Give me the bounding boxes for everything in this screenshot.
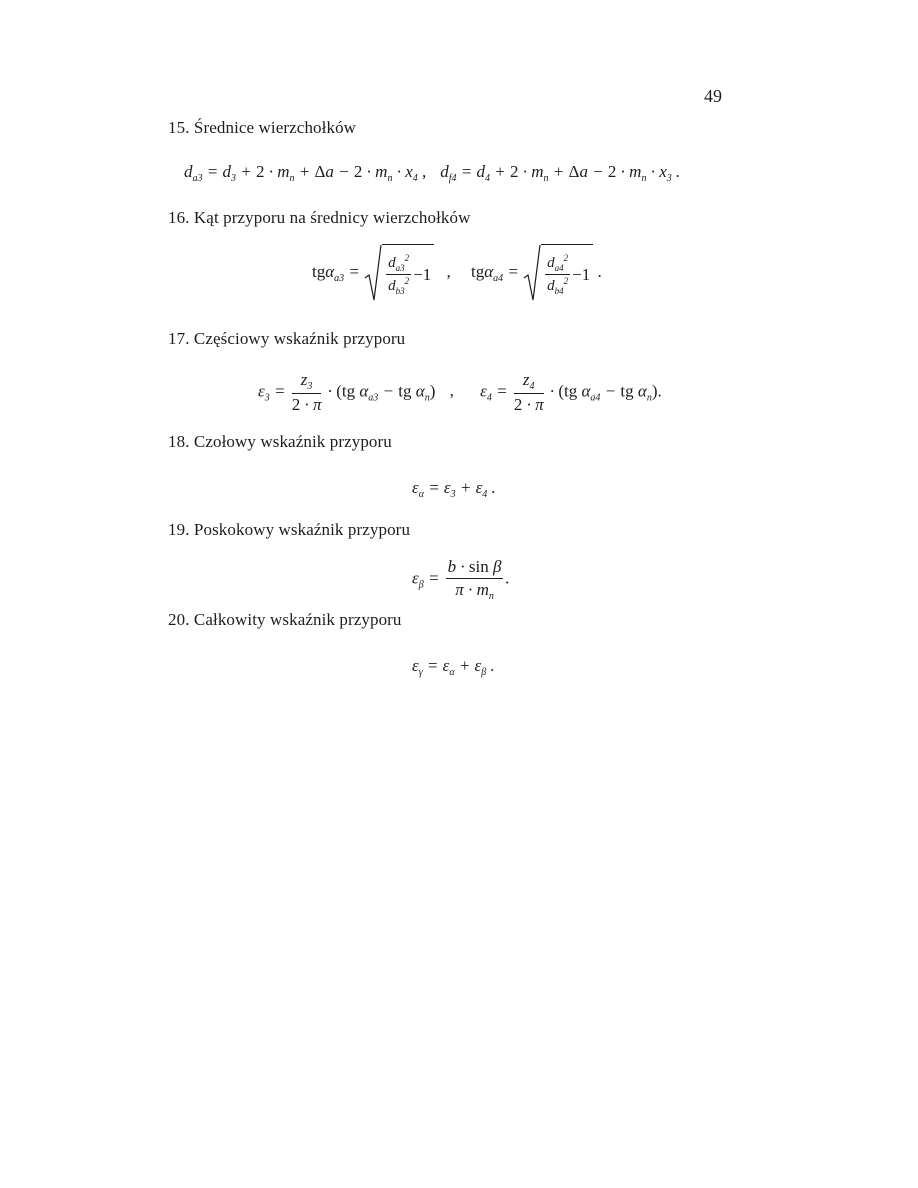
heading-number: 17. [168,329,190,348]
heading-19 [168,520,410,540]
heading-title: Poskokowy wskaźnik przyporu [193,520,411,539]
heading-number: 20. [168,610,190,629]
heading-18 [168,432,392,452]
formula-pressure-angle: tgα$_{a3}$ = $\frac{d_{a3}^2}{d_{b3}^2}$ −1 , tgα$_{a4}$ = $\frac{d_{a4}^2}{d_{b4}^2}$ −1 . [312,244,602,302]
formula-partial-contact-ratio: $\varepsilon_3$ = $\frac{z_3}{2 \cdot \pi}$ · (tg $\alpha_{a3}$ − tg $\alpha_n$) , $\varepsilon_4$ = $\frac{z_4}{2 \cdot \pi}$ · (tg $\alpha_{a4}$ − tg $\alpha_n$). [258,370,662,414]
separator: , [446,261,451,281]
heading-number: 18. [168,432,190,451]
heading-title: Czołowy wskaźnik przyporu [193,432,392,451]
radical-sign [364,244,382,302]
tg-label: tg [471,261,485,281]
minus-one: −1 [413,264,432,284]
heading-title: Kąt przyporu na średnicy wierzchołków [193,208,471,227]
heading-title: Całkowity wskaźnik przyporu [193,610,402,629]
end-period: . [597,261,602,281]
heading-title: Częściowy wskaźnik przyporu [193,329,406,348]
heading-17 [168,329,405,349]
tg-label: tg [312,261,326,281]
heading-16 [168,208,470,228]
formula-transverse-contact-ratio: $\varepsilon_\alpha = \varepsilon_3 + \varepsilon_4$ . [412,478,496,500]
page-number: 49 [704,86,722,106]
heading-number: 16. [168,208,190,227]
heading-number: 15. [168,118,190,137]
radical-sign [523,244,541,302]
formula-total-contact-ratio: $\varepsilon_\gamma = \varepsilon_\alpha + \varepsilon_\beta$ . [412,656,495,678]
formula-tip-diameters: $d_{a3} = d_3 + 2 \cdot m_n + \Delta a - 2 \cdot m_n \cdot x_4$ , $d_{f4} = d_4 + 2 \cdot m_n + \Delta a - 2 \cdot m_n \cdot x_3$ . [184,162,681,184]
heading-number: 19. [168,520,190,539]
heading-title: Średnice wierzchołków [193,118,357,137]
heading-15 [168,118,356,138]
formula-overlap-ratio: $\varepsilon_\beta$ = $\frac{\text{b · sin β}}{\pi \cdot m_n}$ . [412,557,510,602]
minus-one: −1 [572,264,591,284]
heading-20 [168,610,402,630]
sqrt-a3: $\frac{d_{a3}^2}{d_{b3}^2}$ −1 [364,244,434,302]
sqrt-a4: $\frac{d_{a4}^2}{d_{b4}^2}$ −1 [523,244,593,302]
